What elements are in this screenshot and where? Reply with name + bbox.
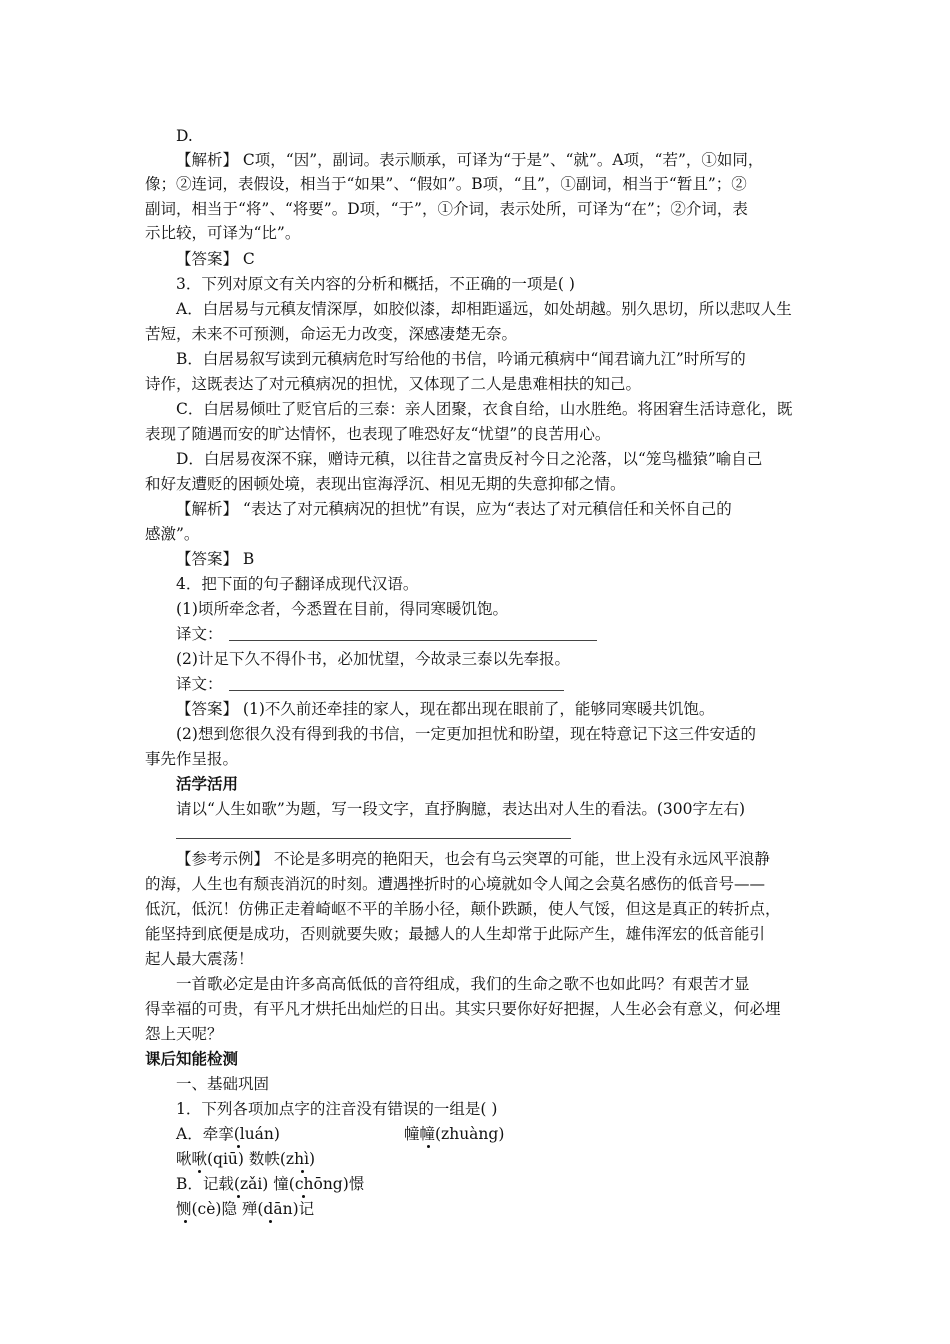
text-line: 怨上天呢？ bbox=[145, 1025, 223, 1043]
emphasis-dot bbox=[198, 1170, 201, 1173]
analysis-line: 【解析】 C项，“因”，副词。表示顺承，可译为“于是”、“就”。A项，“若”，①如同， bbox=[176, 151, 764, 169]
emphasis-dot bbox=[184, 1220, 187, 1223]
text-line: 事先作呈报。 bbox=[145, 750, 239, 768]
option-d: D．白居易夜深不寐，赠诗元稹，以往昔之富贵反衬今日之沦落，以“笼鸟槛猿”喻自己 bbox=[176, 450, 763, 468]
question-3: 3．下列对原文有关内容的分析和概括，不正确的一项是( ) bbox=[176, 275, 575, 293]
subsection-heading: 一、基础巩固 bbox=[176, 1075, 270, 1093]
text-line: 示比较，可译为“比”。 bbox=[145, 224, 301, 242]
emphasis-dot bbox=[269, 1220, 272, 1223]
text-line: 低沉，低沉！仿佛正走着崎岖不平的羊肠小径，颠仆跌踬，使人气馁，但这是真正的转折点， bbox=[145, 900, 781, 918]
text-line: 能坚持到底便是成功，否则就要失败；最撼人的人生却常于此际产生，雄伟浑宏的低音能引 bbox=[145, 925, 766, 943]
emphasis-dot bbox=[237, 1145, 240, 1148]
text-line: 啾啾(qiū) 数帙(zhì) bbox=[176, 1150, 316, 1168]
analysis-line: 【解析】 “表达了对元稹病况的担忧”有误，应为“表达了对元稹信任和关怀自己的 bbox=[176, 500, 732, 518]
translation-label: 译文： bbox=[176, 625, 223, 643]
translation-blank-1[interactable] bbox=[229, 640, 597, 641]
answer-line: 【答案】 (1)不久前还牵挂的家人，现在都出现在眼前了，能够同寒暖共饥饱。 bbox=[176, 700, 715, 718]
writing-prompt: 请以“人生如歌”为题，写一段文字，直抒胸臆，表达出对人生的看法。(300字左右) bbox=[176, 800, 746, 818]
sentence-1: (1)顷所牵念者，今悉置在目前，得同寒暖饥饱。 bbox=[176, 600, 508, 618]
translation-blank-2[interactable] bbox=[229, 690, 564, 691]
text-line: 恻(cè)隐 殚(dān)记 bbox=[176, 1200, 315, 1218]
question-1: 1．下列各项加点字的注音没有错误的一组是( ) bbox=[176, 1100, 498, 1118]
text-line: 苦短，未来不可预测，命运无力改变，深感凄楚无奈。 bbox=[145, 325, 518, 343]
translation-label: 译文： bbox=[176, 675, 223, 693]
question-4: 4．把下面的句子翻译成现代汉语。 bbox=[176, 575, 419, 593]
text-line: 起人最大震荡！ bbox=[145, 950, 254, 968]
text-line: 表现了随遇而安的旷达情怀，也表现了唯恐好友“忧望”的良苦用心。 bbox=[145, 425, 611, 443]
text-line: 诗作，这既表达了对元稹病况的担忧，又体现了二人是患难相扶的知己。 bbox=[145, 375, 642, 393]
emphasis-dot bbox=[427, 1145, 430, 1148]
text-line: 一首歌必定是由许多高高低低的音符组成，我们的生命之歌不也如此吗？有艰苦才显 bbox=[176, 975, 750, 993]
sentence-2: (2)计足下久不得仆书，必加忧望，今故录三泰以先奉报。 bbox=[176, 650, 570, 668]
text-line: 得幸福的可贵，有平凡才烘托出灿烂的日出。其实只要你好好把握，人生必会有意义，何必埋 bbox=[145, 1000, 781, 1018]
text-line: 像；②连词，表假设，相当于“如果”、“假如”。B项，“且”，①副词，相当于“暂且”；② bbox=[145, 175, 747, 193]
text-line: 的海，人生也有颓丧消沉的时刻。遭遇挫折时的心境就如令人闻之会莫名感伤的低音号—— bbox=[145, 875, 766, 893]
writing-blank[interactable] bbox=[176, 838, 571, 839]
option-a-item: 幢幢(zhuàng) bbox=[404, 1125, 505, 1143]
emphasis-dot bbox=[237, 1195, 240, 1198]
option-a: A．白居易与元稹友情深厚，如胶似漆，却相距遥远，如处胡越。别久思切，所以悲叹人生 bbox=[176, 300, 792, 318]
section-heading: 活学活用 bbox=[176, 775, 239, 793]
text-line: 和好友遭贬的困顿处境，表现出宦海浮沉、相见无期的失意抑郁之情。 bbox=[145, 475, 626, 493]
emphasis-dot bbox=[301, 1170, 304, 1173]
emphasis-dot bbox=[302, 1195, 305, 1198]
answer-line: 【答案】 C bbox=[176, 250, 255, 268]
answer-line: 【答案】 B bbox=[176, 550, 255, 568]
section-heading: 课后知能检测 bbox=[145, 1050, 239, 1068]
sample-line: 【参考示例】 不论是多明亮的艳阳天，也会有乌云突罩的可能，世上没有永远风平浪静 bbox=[176, 850, 770, 868]
text-line: 感激”。 bbox=[145, 525, 200, 543]
text-line: (2)想到您很久没有得到我的书信，一定更加担忧和盼望，现在特意记下这三件安适的 bbox=[176, 725, 756, 743]
option-b: B．白居易叙写读到元稹病危时写给他的书信，吟诵元稹病中“闻君谪九江”时所写的 bbox=[176, 350, 746, 368]
option-a: A．牵挛(luán) bbox=[176, 1125, 280, 1143]
text-line: 副词，相当于“将”、“将要”。D项，“于”，①介词，表示处所，可译为“在”；②介词，表 bbox=[145, 200, 748, 218]
text-line: D. bbox=[176, 127, 193, 145]
option-c: C．白居易倾吐了贬官后的三泰：亲人团聚，衣食自给，山水胜绝。将困窘生活诗意化，既 bbox=[176, 400, 793, 418]
option-b: B．记载(zǎi) 憧(chōng)憬 bbox=[176, 1175, 365, 1193]
